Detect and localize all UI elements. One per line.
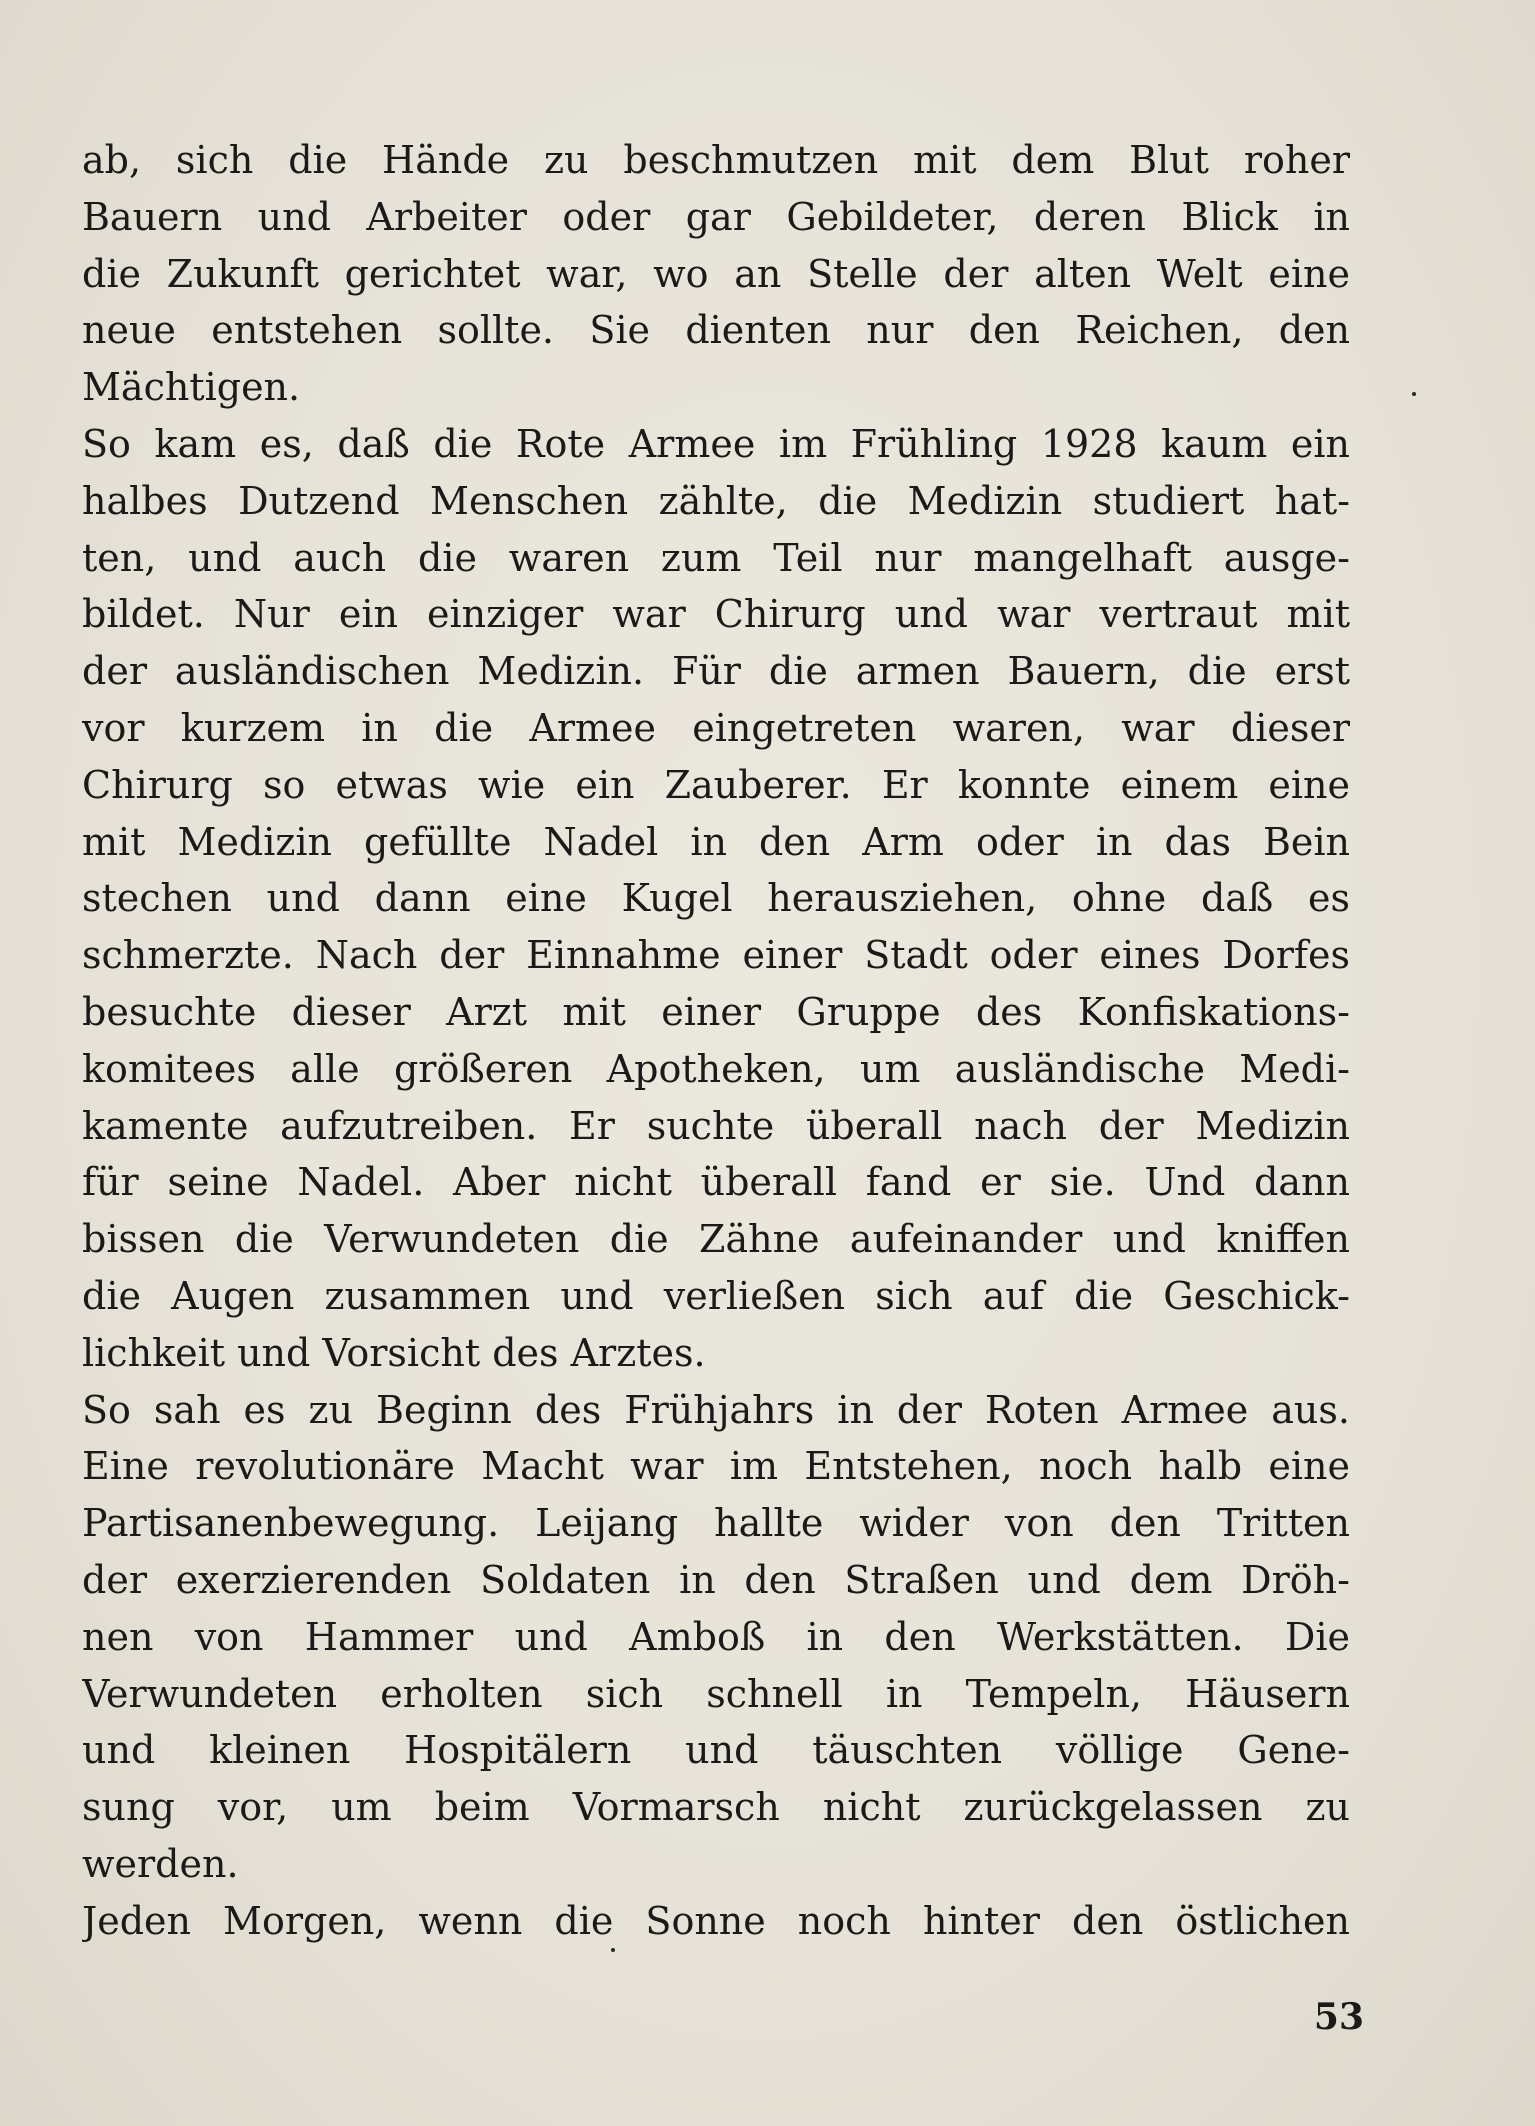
text-line: der exerzierenden Soldaten in den Straßen und dem Dröh-: [82, 1557, 1350, 1602]
text-line: Eine revolutionäre Macht war im Entstehen, noch halb eine: [82, 1444, 1350, 1489]
text-line: werden.: [82, 1841, 239, 1886]
text-line: die Zukunft gerichtet war, wo an Stelle der alten Welt eine: [82, 251, 1350, 296]
text-line: die Augen zusammen und verließen sich auf die Geschick-: [82, 1273, 1350, 1318]
text-line: und kleinen Hospitälern und täuschten völlige Gene-: [82, 1728, 1350, 1773]
text-line: So sah es zu Beginn des Frühjahrs in der Roten Armee aus.: [82, 1387, 1350, 1432]
text-line: stechen und dann eine Kugel herausziehen, ohne daß es: [82, 876, 1350, 921]
ink-speck: [1412, 392, 1416, 396]
text-line: ab, sich die Hände zu beschmutzen mit dem Blut roher: [82, 138, 1350, 182]
text-line: Mächtigen.: [82, 365, 301, 410]
text-line: Bauern und Arbeiter oder gar Gebildeter, deren Blick in: [82, 194, 1350, 239]
body-text: [82, 132, 1350, 1950]
text-line: Jeden Morgen, wenn die Sonne noch hinter den östlichen: [82, 1898, 1350, 1943]
ink-speck: [611, 1948, 615, 1952]
text-line: für seine Nadel. Aber nicht überall fand er sie. Und dann: [82, 1160, 1350, 1205]
text-line: mit Medizin gefüllte Nadel in den Arm oder in das Bein: [82, 819, 1350, 864]
text-line: vor kurzem in die Armee eingetreten waren, war dieser: [82, 705, 1350, 750]
text-line: nen von Hammer und Amboß in den Werkstätten. Die: [82, 1614, 1350, 1659]
text-line: neue entstehen sollte. Sie dienten nur den Reichen, den: [82, 308, 1350, 353]
text-line: lichkeit und Vorsicht des Arztes.: [82, 1330, 706, 1375]
text-line: bissen die Verwundeten die Zähne aufeinander und kniffen: [82, 1217, 1350, 1262]
text-line: besuchte dieser Arzt mit einer Gruppe des Konfiskations-: [82, 989, 1350, 1034]
text-line: bildet. Nur ein einziger war Chirurg und war vertraut mit: [82, 592, 1350, 637]
text-line: halbes Dutzend Menschen zählte, die Medizin studiert hat-: [82, 478, 1350, 523]
text-line: So kam es, daß die Rote Armee im Frühling 1928 kaum ein: [82, 421, 1350, 466]
text-line: kamente aufzutreiben. Er suchte überall nach der Medizin: [82, 1103, 1350, 1148]
text-line: schmerzte. Nach der Einnahme einer Stadt oder eines Dorfes: [82, 933, 1350, 978]
text-line: sung vor, um beim Vormarsch nicht zurückgelassen zu: [82, 1785, 1350, 1830]
text-line: Verwundeten erholten sich schnell in Tempeln, Häusern: [82, 1671, 1350, 1716]
text-line: Chirurg so etwas wie ein Zauberer. Er konnte einem eine: [82, 762, 1350, 807]
text-line: ten, und auch die waren zum Teil nur mangelhaft ausge-: [82, 535, 1350, 580]
text-line: komitees alle größeren Apotheken, um ausländische Medi-: [82, 1046, 1350, 1091]
text-line: der ausländischen Medizin. Für die armen Bauern, die erst: [82, 649, 1350, 694]
text-line: Partisanenbewegung. Leijang hallte wider von den Tritten: [82, 1501, 1350, 1546]
page-number: 53: [1313, 1996, 1364, 2038]
